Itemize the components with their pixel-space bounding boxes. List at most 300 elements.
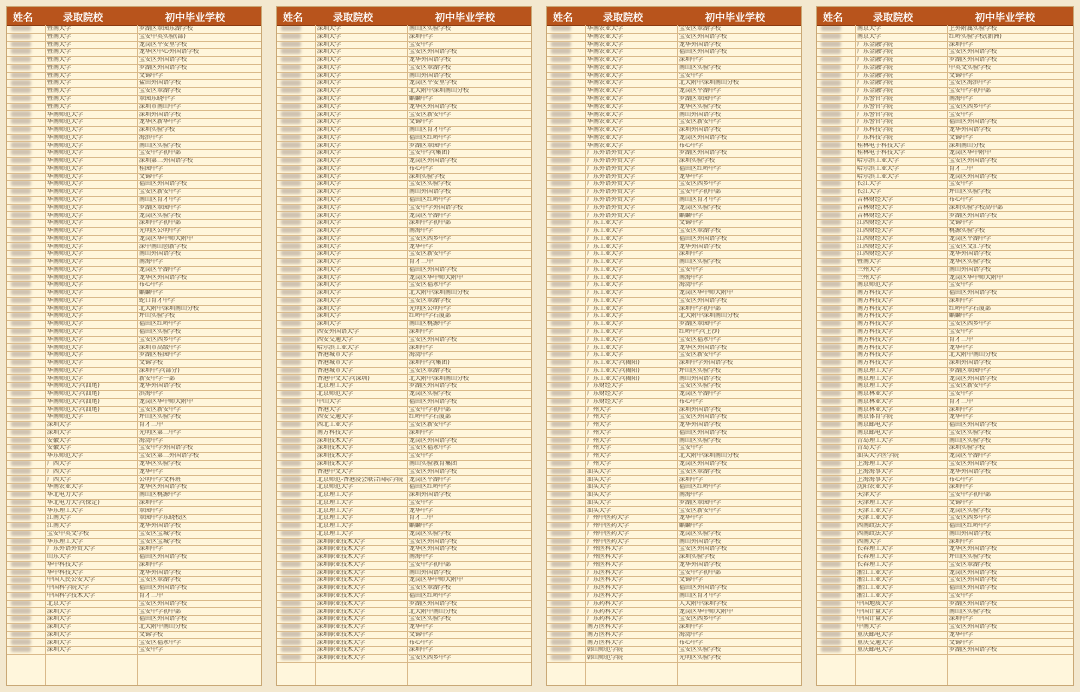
- college-cell: 汕头大学: [587, 507, 612, 514]
- table-row: [277, 407, 531, 415]
- table-row: [277, 267, 531, 275]
- table-row: [547, 469, 801, 477]
- college-cell: 深圳大学: [317, 228, 342, 235]
- school-cell: 南山外国语学校: [409, 72, 452, 79]
- table-row: [7, 445, 261, 453]
- blurred-name: [11, 352, 31, 357]
- table-row: [277, 469, 531, 477]
- school-cell: 北大附中深圳南山分校: [409, 375, 470, 382]
- blurred-name: [551, 228, 571, 233]
- blurred-name: [281, 368, 301, 373]
- blurred-name: [281, 205, 301, 210]
- college-cell: 深圳职业技术大学: [317, 639, 366, 646]
- student-name-redacted: [277, 562, 315, 570]
- school-cell: 龙岗区外国语学校: [679, 461, 728, 467]
- college-cell: 华中科技大学: [47, 569, 84, 576]
- student-name-redacted: [547, 181, 585, 189]
- school-cell: 宝安区西乡中学: [949, 103, 992, 110]
- blurred-name: [281, 329, 301, 334]
- student-name-redacted: [7, 49, 45, 57]
- blurred-name: [281, 383, 301, 388]
- table-row: [547, 212, 801, 220]
- blurred-name: [11, 608, 31, 613]
- table-header: [7, 7, 261, 26]
- table-row: [547, 181, 801, 189]
- blurred-name: [11, 422, 31, 427]
- school-cell: 文锦中学: [949, 499, 974, 506]
- school-cell: 文锦中学: [949, 134, 974, 141]
- table-row: [547, 360, 801, 368]
- student-name-redacted: [7, 88, 45, 96]
- blurred-name: [281, 391, 301, 396]
- college-cell: 华南师范大学: [47, 297, 84, 304]
- student-name-redacted: [817, 383, 855, 391]
- college-cell: 南方医科大学: [587, 631, 624, 638]
- blurred-name: [281, 469, 301, 474]
- table-row: [277, 96, 531, 104]
- student-name-redacted: [817, 290, 855, 298]
- blurred-name: [281, 546, 301, 551]
- blurred-name: [11, 344, 31, 349]
- blurred-name: [281, 531, 301, 536]
- school-cell: 南山区实验学校: [679, 437, 722, 444]
- student-name-redacted: [277, 507, 315, 515]
- student-name-redacted: [817, 469, 855, 477]
- blurred-name: [821, 313, 841, 318]
- college-cell: 广州医科大学: [587, 546, 624, 553]
- student-name-redacted: [817, 282, 855, 290]
- student-name-redacted: [547, 523, 585, 531]
- college-cell: 华南师范大学: [47, 290, 84, 297]
- school-cell: 宝安区实验学校: [679, 647, 722, 654]
- student-name-redacted: [277, 360, 315, 368]
- blurred-name: [281, 298, 301, 303]
- table-row: [277, 104, 531, 112]
- college-cell: 广东工业大学: [587, 297, 624, 304]
- student-name-redacted: [547, 282, 585, 290]
- table-row: [547, 104, 801, 112]
- school-cell: 育才二中: [409, 515, 434, 522]
- table-row: [7, 515, 261, 523]
- school-cell: 深圳中学初中部: [139, 220, 182, 227]
- admission-table-4: [816, 6, 1074, 686]
- student-name-redacted: [277, 135, 315, 143]
- table-row: [7, 236, 261, 244]
- table-row: [277, 492, 531, 500]
- table-row: [817, 375, 1073, 383]
- table-row: [7, 539, 261, 547]
- school-cell: 南山区实验学校: [679, 64, 722, 71]
- table-row: [277, 554, 531, 562]
- college-cell: 广东金融学院: [857, 80, 894, 87]
- college-cell: 深圳大学: [317, 57, 342, 64]
- college-cell: 桂林电子科技大学: [857, 142, 906, 149]
- college-cell: 广州大学: [587, 429, 612, 436]
- student-name-redacted: [817, 236, 855, 244]
- school-cell: 福田区红岭中学: [409, 484, 452, 491]
- table-row: [817, 243, 1073, 251]
- school-cell: 宝安区西乡中学: [679, 181, 722, 188]
- blurred-name: [821, 492, 841, 497]
- college-cell: 深圳大学: [317, 127, 342, 134]
- student-name-redacted: [277, 461, 315, 469]
- school-cell: 南山区桃源中学: [409, 321, 452, 328]
- table-row: [547, 228, 801, 236]
- blurred-name: [551, 197, 571, 202]
- student-name-redacted: [817, 166, 855, 174]
- student-name-redacted: [7, 104, 45, 112]
- school-cell: 南海中学: [409, 228, 434, 235]
- blurred-name: [821, 461, 841, 466]
- table-row: [817, 49, 1073, 57]
- student-name-redacted: [817, 422, 855, 430]
- school-cell: 龙华中学: [679, 173, 704, 180]
- table-row: [277, 546, 531, 554]
- college-cell: 广东金融学院: [857, 49, 894, 56]
- blurred-name: [821, 430, 841, 435]
- student-name-redacted: [547, 368, 585, 376]
- college-cell: 广州大学: [587, 445, 612, 452]
- table-row: [817, 65, 1073, 73]
- college-cell: 广东金融学院: [857, 64, 894, 71]
- college-cell: 南方科技大学: [857, 313, 894, 320]
- table-row: [7, 430, 261, 438]
- college-cell: 深圳大学: [317, 196, 342, 203]
- header-college: 录取院校: [63, 12, 103, 24]
- student-name-redacted: [277, 306, 315, 314]
- blurred-name: [551, 220, 571, 225]
- college-cell: 深圳职业技术大学: [317, 577, 366, 584]
- student-name-redacted: [7, 577, 45, 585]
- blurred-name: [821, 275, 841, 280]
- blurred-name: [281, 57, 301, 62]
- blurred-name: [11, 267, 31, 272]
- student-name-redacted: [547, 461, 585, 469]
- school-cell: 海湾中学: [679, 631, 704, 638]
- student-name-redacted: [277, 453, 315, 461]
- school-cell: 深圳实验学校高中部: [949, 204, 1004, 211]
- student-name-redacted: [277, 383, 315, 391]
- blurred-name: [281, 422, 301, 427]
- table-row: [7, 461, 261, 469]
- school-cell: 南山外国语学校: [679, 375, 722, 382]
- student-name-redacted: [817, 601, 855, 609]
- table-row: [277, 461, 531, 469]
- blurred-name: [281, 150, 301, 155]
- school-cell: 龙华外国语学校: [949, 468, 992, 475]
- student-name-redacted: [547, 577, 585, 585]
- table-row: [7, 422, 261, 430]
- table-row: [817, 251, 1073, 259]
- table-row: [277, 42, 531, 50]
- table-row: [277, 174, 531, 182]
- college-cell: 深圳大学: [47, 616, 72, 623]
- table-row: [817, 42, 1073, 50]
- table-row: [547, 127, 801, 135]
- student-name-redacted: [547, 228, 585, 236]
- table-row: [7, 26, 261, 34]
- table-row: [277, 57, 531, 65]
- blurred-name: [551, 205, 571, 210]
- table-row: [277, 329, 531, 337]
- college-cell: 深圳职业技术大学: [317, 593, 366, 600]
- table-row: [7, 632, 261, 640]
- blurred-name: [281, 42, 301, 47]
- school-cell: 宝安区外国语学校: [409, 468, 458, 475]
- school-cell: 上外附属实验学校: [949, 26, 998, 33]
- blurred-name: [11, 34, 31, 39]
- student-name-redacted: [547, 391, 585, 399]
- college-cell: 香港城市大学: [317, 367, 354, 374]
- table-row: [547, 337, 801, 345]
- table-row: [817, 205, 1073, 213]
- school-cell: 深圳中学(集团): [409, 360, 450, 367]
- school-cell: 海湾中学: [139, 437, 164, 444]
- table-row: [7, 158, 261, 166]
- college-cell: 广东工业大学: [587, 344, 624, 351]
- student-name-redacted: [7, 601, 45, 609]
- student-name-redacted: [7, 453, 45, 461]
- college-cell: 北京理工大学: [317, 499, 354, 506]
- table-row: [547, 298, 801, 306]
- school-cell: 深中南山创新学校: [139, 243, 188, 250]
- blurred-name: [551, 414, 571, 419]
- blurred-name: [11, 181, 31, 186]
- table-row: [547, 290, 801, 298]
- college-cell: 华南师范大学: [47, 274, 84, 281]
- school-cell: 深圳市南山中学: [139, 103, 182, 110]
- school-cell: 滨海中学: [139, 391, 164, 398]
- table-row: [547, 570, 801, 578]
- student-name-redacted: [547, 375, 585, 383]
- college-cell: 深圳大学: [317, 96, 342, 103]
- table-row: [547, 306, 801, 314]
- college-cell: 华南师范大学(汕尾): [47, 383, 100, 390]
- table-row: [7, 531, 261, 539]
- school-cell: 文锦中学: [409, 631, 434, 638]
- blurred-name: [821, 368, 841, 373]
- table-row: [817, 523, 1073, 531]
- student-name-redacted: [547, 655, 585, 663]
- college-cell: 广东工业大学(揭阳): [587, 360, 640, 367]
- college-cell: 深圳大学: [317, 305, 342, 312]
- student-name-redacted: [547, 430, 585, 438]
- school-cell: 福田区外国语学校: [139, 616, 188, 623]
- school-cell: 深圳中学: [949, 41, 974, 48]
- school-cell: 北大附中南山分校: [139, 624, 188, 631]
- blurred-name: [821, 469, 841, 474]
- school-cell: 龙华区外国语学校: [409, 546, 458, 553]
- college-cell: 华南师范大学: [47, 204, 84, 211]
- table-row: [547, 313, 801, 321]
- student-name-redacted: [277, 632, 315, 640]
- school-cell: 龙华中学: [409, 243, 434, 250]
- school-cell: 龙岗区外国语学校: [679, 134, 728, 141]
- school-cell: 福田区外国语学校: [949, 119, 998, 126]
- student-name-redacted: [7, 438, 45, 446]
- college-cell: 北京理工大学: [317, 515, 354, 522]
- college-cell: 华南师范大学: [47, 158, 84, 165]
- table-row: [7, 96, 261, 104]
- table-row: [547, 368, 801, 376]
- table-row: [547, 601, 801, 609]
- table-row: [277, 80, 531, 88]
- header-school: 初中毕业学校: [435, 12, 495, 24]
- school-cell: 北大附中深圳南山分校: [139, 305, 200, 312]
- blurred-name: [281, 430, 301, 435]
- school-cell: 福田区红岭中学: [139, 321, 182, 328]
- table-row: [817, 352, 1073, 360]
- table-row: [547, 259, 801, 267]
- table-row: [817, 135, 1073, 143]
- student-name-redacted: [817, 205, 855, 213]
- college-cell: 重庆交通大学: [857, 639, 894, 646]
- blurred-name: [11, 189, 31, 194]
- table-row: [7, 399, 261, 407]
- table-row: [7, 228, 261, 236]
- student-name-redacted: [547, 127, 585, 135]
- student-name-redacted: [7, 166, 45, 174]
- college-cell: 广西大学: [47, 468, 72, 475]
- table-row: [277, 313, 531, 321]
- student-name-redacted: [817, 181, 855, 189]
- table-row: [547, 135, 801, 143]
- school-cell: 布心中学: [409, 165, 434, 172]
- school-cell: 南山区育才中学: [409, 127, 452, 134]
- table-row: [7, 476, 261, 484]
- blurred-name: [821, 562, 841, 567]
- school-cell: 深圳外国语学校: [409, 492, 452, 499]
- blurred-name: [281, 476, 301, 481]
- college-cell: 华南师范大学: [47, 127, 84, 134]
- college-cell: 华南师范大学: [47, 321, 84, 328]
- table-row: [547, 438, 801, 446]
- student-name-redacted: [277, 422, 315, 430]
- student-name-redacted: [817, 562, 855, 570]
- college-cell: 深圳大学: [317, 189, 342, 196]
- school-cell: 宝安区翠湖学校: [679, 468, 722, 475]
- school-cell: 龙华区中心外国语学校: [139, 49, 200, 56]
- college-cell: 北京理工大学: [317, 507, 354, 514]
- blurred-name: [281, 197, 301, 202]
- table-row: [7, 166, 261, 174]
- blurred-name: [821, 80, 841, 85]
- college-cell: 南方科技大学: [857, 360, 894, 367]
- student-name-redacted: [7, 632, 45, 640]
- blurred-name: [11, 275, 31, 280]
- college-cell: 广东外语外贸大学: [587, 189, 636, 196]
- school-cell: 深圳中学: [409, 344, 434, 351]
- blurred-name: [551, 313, 571, 318]
- table-row: [277, 127, 531, 135]
- blurred-name: [821, 181, 841, 186]
- college-cell: 深圳职业技术大学: [317, 631, 366, 638]
- table-row: [547, 80, 801, 88]
- college-cell: 华南师范大学: [47, 228, 84, 235]
- school-cell: 布心中学: [139, 282, 164, 289]
- school-cell: 宝安中学初中部: [409, 406, 452, 413]
- college-cell: 北京理工大学: [317, 492, 354, 499]
- table-row: [7, 414, 261, 422]
- table-row: [547, 422, 801, 430]
- blurred-name: [821, 189, 841, 194]
- blurred-name: [821, 414, 841, 419]
- college-cell: 西北工业大学: [317, 422, 354, 429]
- school-cell: 龙华中学: [679, 515, 704, 522]
- student-name-redacted: [7, 375, 45, 383]
- school-cell: 龙华区实验学校: [949, 259, 992, 266]
- table-row: [277, 189, 531, 197]
- blurred-name: [281, 608, 301, 613]
- college-cell: 沈阳农业大学: [857, 484, 894, 491]
- table-row: [817, 197, 1073, 205]
- college-cell: 广东警官学院: [857, 96, 894, 103]
- table-row: [277, 484, 531, 492]
- school-cell: 布心中学: [679, 142, 704, 149]
- college-cell: 深圳大学: [317, 251, 342, 258]
- college-cell: 深圳大学: [317, 173, 342, 180]
- table-row: [277, 251, 531, 259]
- student-name-redacted: [277, 515, 315, 523]
- blurred-name: [281, 539, 301, 544]
- college-cell: 广东财经大学: [587, 383, 624, 390]
- student-name-redacted: [547, 321, 585, 329]
- college-cell: 中国科学技术大学: [47, 593, 96, 600]
- table-row: [547, 407, 801, 415]
- student-name-redacted: [817, 639, 855, 647]
- table-row: [547, 73, 801, 81]
- college-cell: 深圳大学: [317, 297, 342, 304]
- table-header: [277, 7, 531, 26]
- student-name-redacted: [7, 507, 45, 515]
- table-row: [277, 391, 531, 399]
- blurred-name: [281, 523, 301, 528]
- blurred-name: [11, 197, 31, 202]
- college-cell: 韩山师范学院: [587, 647, 624, 654]
- table-row: [547, 321, 801, 329]
- student-name-redacted: [7, 236, 45, 244]
- blurred-name: [11, 484, 31, 489]
- blurred-name: [281, 228, 301, 233]
- table-row: [817, 360, 1073, 368]
- student-name-redacted: [817, 500, 855, 508]
- school-cell: 龙华区新华中学: [139, 119, 182, 126]
- table-row: [547, 352, 801, 360]
- blurred-name: [11, 461, 31, 466]
- student-name-redacted: [277, 313, 315, 321]
- college-cell: 华南农业大学: [587, 72, 624, 79]
- blurred-name: [821, 321, 841, 326]
- college-cell: 华东师范大学: [47, 453, 84, 460]
- blurred-name: [821, 445, 841, 450]
- blurred-name: [551, 150, 571, 155]
- blurred-name: [821, 212, 841, 217]
- school-cell: 深圳实验学校: [949, 445, 986, 452]
- table-row: [7, 197, 261, 205]
- college-cell: 广州中医药大学: [587, 523, 630, 530]
- school-cell: 深圳中学: [679, 624, 704, 631]
- college-cell: 南方科技大学: [857, 321, 894, 328]
- student-name-redacted: [547, 34, 585, 42]
- student-name-redacted: [7, 608, 45, 616]
- college-cell: 哈尔滨工业大学: [857, 158, 900, 165]
- student-name-redacted: [547, 546, 585, 554]
- college-cell: 暨南大学: [47, 33, 72, 40]
- school-cell: 深圳中学初中部: [409, 220, 452, 227]
- school-cell: 龙华区外国语学校: [949, 546, 998, 553]
- blurred-name: [551, 275, 571, 280]
- student-name-redacted: [7, 360, 45, 368]
